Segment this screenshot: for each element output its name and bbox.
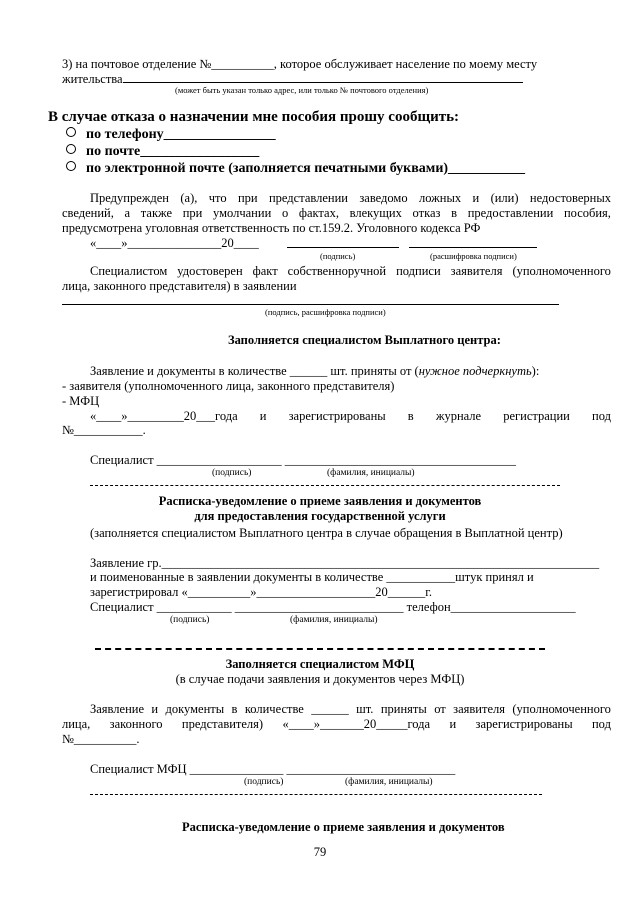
receipt1-name-label: (фамилия, инициалы) <box>290 615 378 625</box>
receipt1-title: Расписка-уведомление о приеме заявления и документов <box>158 494 482 508</box>
payment-center-specialist[interactable]: Специалист ____________________ _____________________________________ <box>90 453 517 467</box>
radio-circle-icon <box>66 161 76 171</box>
receipt1-registered-line[interactable]: зарегистрировал «__________»___________________20______г. <box>90 585 433 599</box>
item3-line1: 3) на почтовое отделение №__________, которое обслуживает население по моему месту <box>62 57 538 71</box>
divider <box>95 648 545 650</box>
certify-line1: Специалистом удостоверен факт собственноручной подписи заявителя (уполномоченного <box>90 264 611 278</box>
receipt1-documents-line[interactable]: и поименованные в заявлении документы в количестве ___________штук принял и <box>90 570 534 584</box>
payment-center-sig-label: (подпись) <box>212 468 252 478</box>
item3-hint: (может быть указан только адрес, или только № почтового отделения) <box>175 85 429 95</box>
refusal-option-phone[interactable]: по телефону________________ <box>66 127 276 143</box>
refusal-option-mail[interactable]: по почте_________________ <box>66 144 259 160</box>
mfc-line2: лица, законного представителя) «____»_______20_____года и зарегистрированы под <box>62 717 611 731</box>
mfc-line1: Заявление и документы в количестве ______ шт. приняты от заявителя (уполномоченного <box>90 702 611 716</box>
divider <box>90 485 560 486</box>
refusal-heading: В случае отказа о назначении мне пособия прошу сообщить: <box>48 109 460 125</box>
certify-signature-field[interactable] <box>62 293 559 305</box>
refusal-option-email[interactable]: по электронной почте (заполняется печатными буквами)___________ <box>66 161 525 177</box>
residence-field[interactable] <box>123 71 523 83</box>
receipt1-title-line2: для предоставления государственной услуги <box>194 509 446 523</box>
page-number: 79 <box>313 845 327 859</box>
mfc-subheading: (в случае подачи заявления и документов через МФЦ) <box>175 672 465 686</box>
radio-circle-icon <box>66 144 76 154</box>
mfc-sig-label: (подпись) <box>244 777 284 787</box>
payment-center-name-label: (фамилия, инициалы) <box>327 468 415 478</box>
payment-center-registration: «____»_________20___года и зарегистрированы в журнале регистрации под <box>90 409 611 423</box>
item3-residence-label: жительства <box>62 72 123 86</box>
warning-signature-field[interactable] <box>287 236 399 248</box>
payment-center-bullet-mfc[interactable]: - МФЦ <box>62 394 100 408</box>
warning-line1: Предупрежден (а), что при представлении заведомо ложных и (или) недостоверных <box>90 191 611 205</box>
payment-center-reg-number: №___________. <box>62 423 146 437</box>
certify-line2: лица, законного представителя) в заявлении <box>62 279 297 293</box>
warning-sig-label: (подпись) <box>320 251 356 261</box>
receipt2-title: Расписка-уведомление о приеме заявления и документов <box>182 820 505 834</box>
receipt1-specialist-line[interactable]: Специалист ____________ ___________________________ телефон____________________ <box>90 600 576 614</box>
payment-center-line1: Заявление и документы в количестве ______ шт. приняты от (нужное подчеркнуть): <box>90 364 540 378</box>
warning-line3: предусмотрена уголовная ответственность по ст.159.2. Уголовного кодекса РФ <box>62 221 481 235</box>
warning-decode-field[interactable] <box>409 236 537 248</box>
payment-center-bullet-applicant[interactable]: - заявителя (уполномоченного лица, законного представителя) <box>62 379 395 393</box>
warning-decode-label: (расшифровка подписи) <box>430 251 517 261</box>
receipt1-subtitle: (заполняется специалистом Выплатного центра в случае обращения в Выплатной центр) <box>90 526 563 540</box>
mfc-reg-number: №__________. <box>62 732 140 746</box>
mfc-heading: Заполняется специалистом МФЦ <box>225 657 415 671</box>
radio-circle-icon <box>66 127 76 137</box>
payment-center-heading: Заполняется специалистом Выплатного центра: <box>228 333 501 347</box>
divider <box>90 794 542 795</box>
warning-line2: сведений, а также при умолчании о фактах, влекущих отказ в предоставлении пособия, <box>62 206 611 220</box>
mfc-name-label: (фамилия, инициалы) <box>345 777 433 787</box>
receipt1-sig-label: (подпись) <box>170 615 210 625</box>
certify-sig-label: (подпись, расшифровка подписи) <box>265 307 386 317</box>
receipt1-applicant-line[interactable]: Заявление гр.______________________________________________________________________ <box>90 556 600 570</box>
warning-date-line[interactable]: «____»_______________20____ <box>90 236 259 250</box>
mfc-specialist[interactable]: Специалист МФЦ _______________ ___________________________ <box>90 762 456 776</box>
